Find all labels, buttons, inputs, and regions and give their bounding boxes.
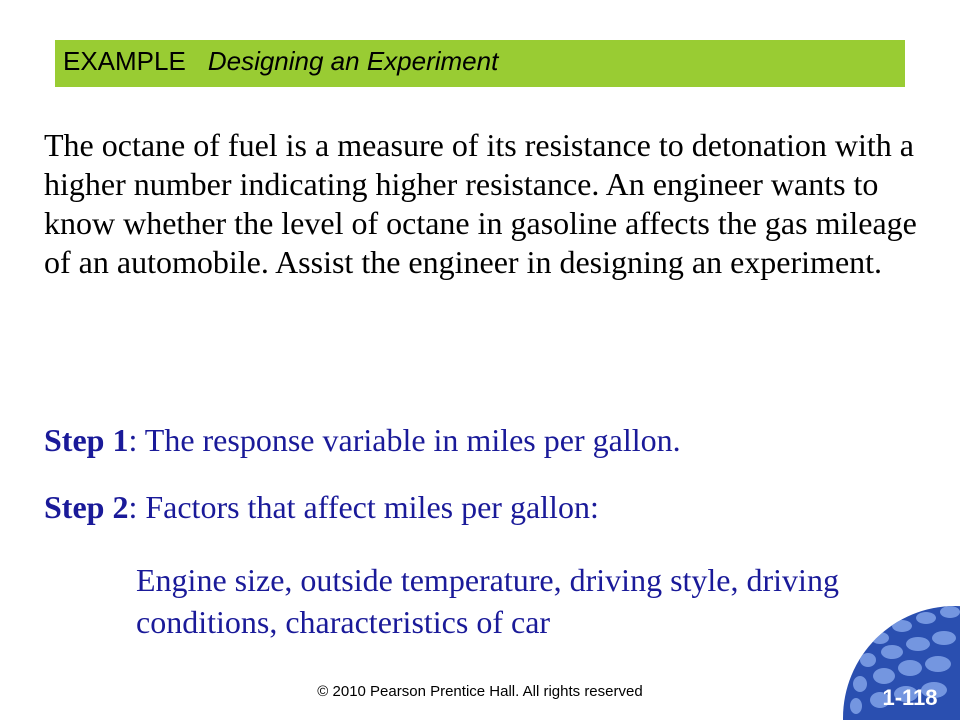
step-1 [44,421,681,460]
step-2-label: Step 2 [44,489,129,525]
copyright-footer: © 2010 Pearson Prentice Hall. All rights reserved [317,683,643,700]
step-1-text: : The response variable in miles per gallon. [128,422,681,458]
factors-list: Engine size, outside temperature, driving style, driving conditions, characteristics of car [136,562,839,640]
banner-title: Designing an Experiment [207,46,499,76]
example-banner [55,40,905,87]
page-number: 1-118 [882,685,938,710]
step-1-label: Step 1 [44,422,129,458]
banner-label: EXAMPLE [63,46,186,76]
step-2-text: : Factors that affect miles per gallon: [128,489,599,525]
banner-text [63,46,498,77]
step-2 [44,488,599,527]
problem-statement: The octane of fuel is a measure of its resistance to detonation with a higher number indicating higher resistance. An engineer wants to know whether the level of octane in gasoline affects the gas mileage of an automobile. Assist the engineer in designing an experiment. [44,127,917,280]
